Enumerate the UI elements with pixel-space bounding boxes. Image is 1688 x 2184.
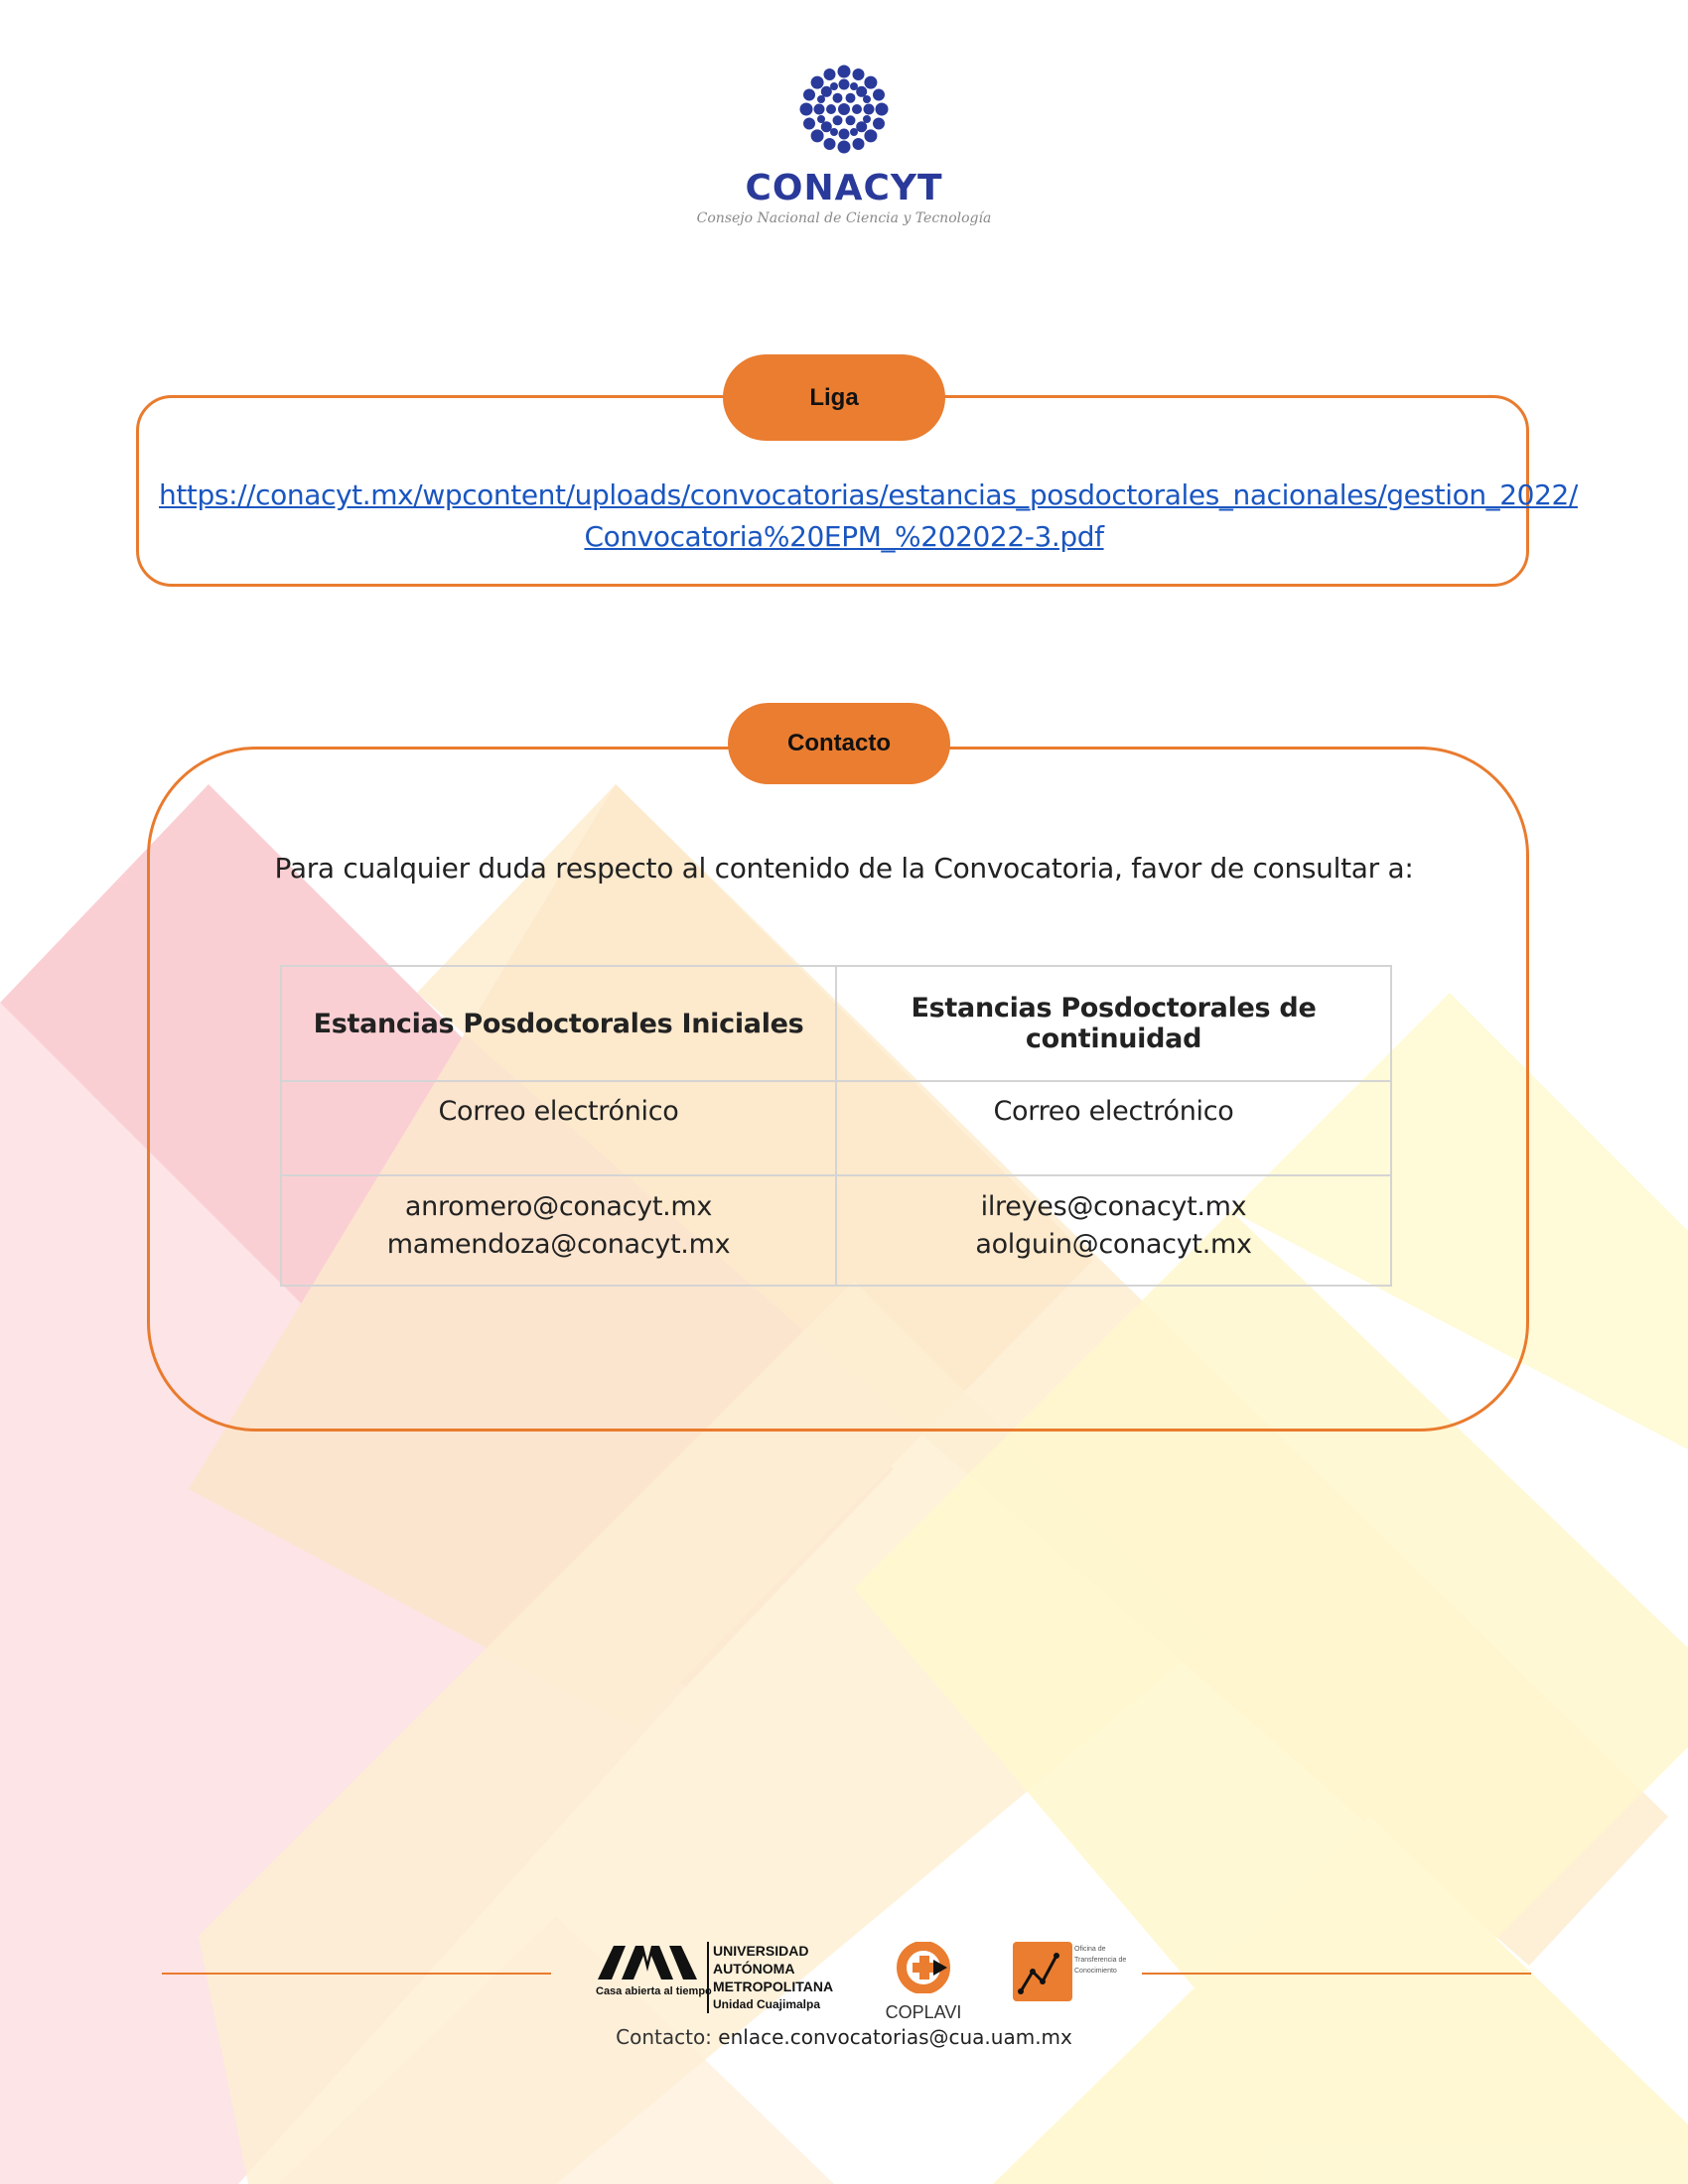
uam-tagline: Casa abierta al tiempo	[596, 1985, 712, 1997]
email-mamendoza[interactable]: mamendoza@conacyt.mx	[386, 1229, 731, 1260]
email-label-continuidad: Correo electrónico	[836, 1081, 1391, 1175]
otc-text: Oficina de Transferencia de Conocimiento	[1074, 1946, 1127, 1975]
table-row	[281, 1175, 1391, 1286]
uam-emblem-icon	[596, 1942, 699, 1981]
emails-iniciales	[281, 1175, 836, 1286]
convocatoria-pdf-link[interactable]	[159, 475, 1578, 558]
conacyt-emblem-icon	[789, 55, 899, 164]
coplavi-label: COPLAVI	[885, 2002, 962, 2022]
contacto-section-title: Contacto	[728, 703, 950, 784]
table-header-row	[281, 966, 1391, 1081]
otc-emblem-icon	[1013, 1942, 1072, 2001]
contacts-table	[280, 965, 1392, 1287]
email-ilreyes[interactable]: ilreyes@conacyt.mx	[980, 1191, 1247, 1222]
header-continuidad: Estancias Posdoctorales de continuidad	[836, 966, 1391, 1081]
footer-contact-email[interactable]: enlace.convocatorias@cua.uam.mx	[718, 2025, 1072, 2049]
contact-intro-text: Para cualquier duda respecto al contenido de la Convocatoria, favor de consultar a:	[274, 852, 1414, 885]
liga-section-title: Liga	[723, 354, 945, 441]
footer-contact-label: Contacto:	[616, 2025, 712, 2049]
otc-logo	[1013, 1942, 1132, 2011]
footer-rule-right	[1142, 1973, 1531, 1975]
footer-rule-left	[162, 1973, 551, 1975]
emails-continuidad	[836, 1175, 1391, 1286]
email-aolguin[interactable]: aolguin@conacyt.mx	[975, 1229, 1252, 1260]
conacyt-subtitle: Consejo Nacional de Ciencia y Tecnología	[696, 210, 992, 226]
footer-contact	[496, 2025, 1192, 2049]
link-line-1[interactable]: https://conacyt.mx/wpcontent/uploads/convocatorias/estancias_posdoctorales_nacionales/gestion_2022/	[159, 478, 1578, 511]
uam-logo	[596, 1942, 834, 2017]
conacyt-logo	[695, 55, 993, 243]
email-anromero[interactable]: anromero@conacyt.mx	[404, 1191, 713, 1222]
coplavi-emblem-icon	[896, 1942, 951, 1993]
link-line-2[interactable]: Convocatoria%20EPM_%202022-3.pdf	[584, 520, 1104, 553]
header-iniciales: Estancias Posdoctorales Iniciales	[281, 966, 836, 1081]
email-label-iniciales: Correo electrónico	[281, 1081, 836, 1175]
conacyt-wordmark: CONACYT	[745, 168, 943, 208]
coplavi-logo	[874, 1942, 973, 2021]
table-row	[281, 1081, 1391, 1175]
uam-name: UNIVERSIDAD AUTÓNOMA METROPOLITANA Unidad Cuajimalpa	[707, 1942, 833, 2013]
